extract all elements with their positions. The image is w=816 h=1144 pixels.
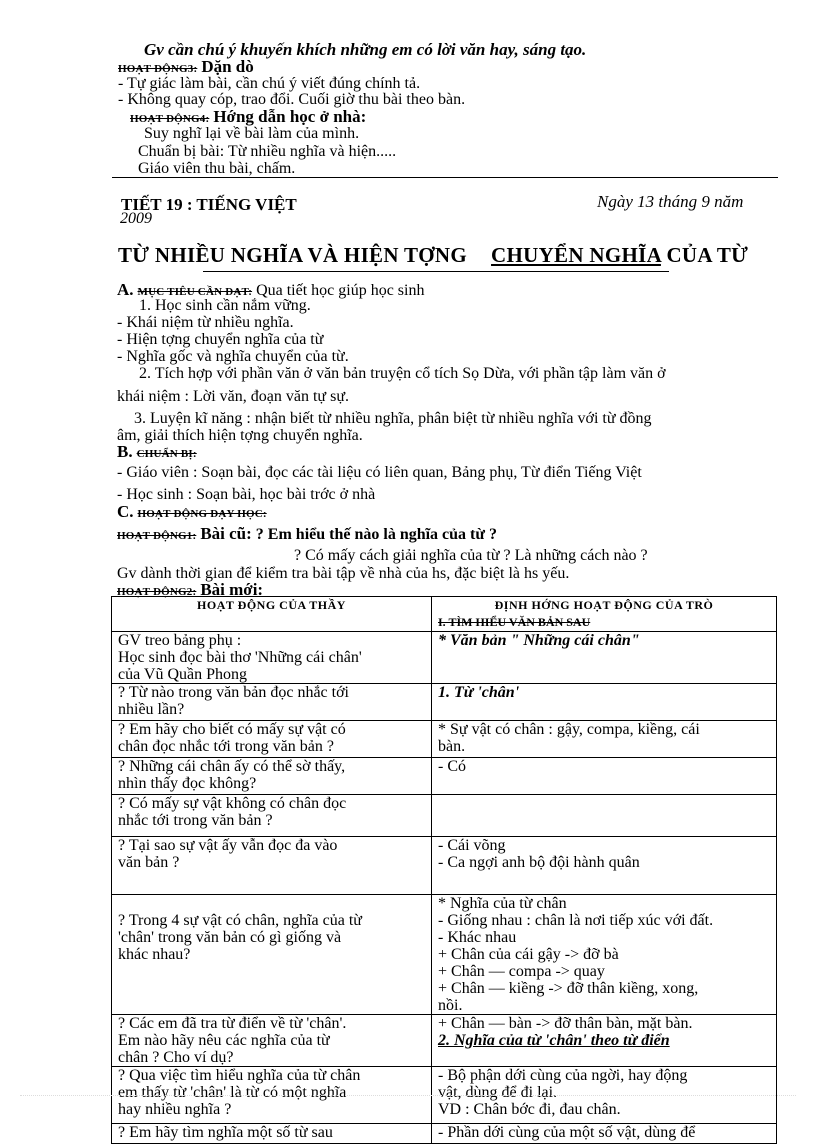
student-line: + Chân của cái gậy -> đỡ bà [438,946,619,963]
student-cell [432,1015,777,1067]
student-cell [432,795,777,837]
student-cell [432,837,777,895]
table-row [112,837,777,895]
student-line: - Có [438,758,466,775]
teacher-cell [112,1124,432,1144]
lesson-title [118,243,749,267]
student-cell [432,895,777,1015]
title-underline [203,271,669,272]
teacher-line: nhắc tới trong văn bản ? [118,812,273,829]
lesson-number: TIẾT 19 : TIẾNG VIỆT [121,195,297,214]
section-a-intro: Qua tiết học giúp học sinh [256,282,425,299]
student-line: * Nghĩa của từ chân [438,895,567,912]
activity3-label: HOẠT ĐỘNG3: [118,63,198,75]
student-line: * Văn bản " Những cái chân" [438,632,640,649]
student-line: 2. Nghĩa của từ 'chân' theo từ điển [438,1032,670,1049]
encouragement-note: Gv cần chú ý khuyến khích những em có lời văn hay, sáng tạo. [144,40,587,59]
teacher-line: Em nào hãy nêu các nghĩa của từ [118,1032,330,1049]
table-row [112,721,777,758]
table-row [112,1015,777,1067]
section-a-letter: A. [117,280,134,299]
teacher-line: ? Qua việc tìm hiểu nghĩa của từ chân [118,1067,361,1084]
activity1-note: Gv dành thời gian để kiểm tra bài tập về nhà của hs, đặc biệt là hs yếu. [117,565,570,582]
table-row [112,684,777,721]
student-cell [432,721,777,758]
teacher-cell [112,721,432,758]
teacher-cell [112,1015,432,1067]
student-line: - Bộ phận dới cùng của ngời, hay động [438,1067,688,1084]
student-line: + Chân — compa -> quay [438,963,605,980]
teacher-cell [112,758,432,795]
student-line: - Khác nhau [438,929,517,946]
page-bottom-rule [20,1095,796,1096]
section-a-label: MỤC TIÊU CẦN ĐẠT: [137,286,253,298]
section-c-heading [117,503,267,523]
section-b-letter: B. [117,442,133,461]
student-line [438,795,770,812]
teacher-line: 'chân' trong văn bản có gì giống và [118,929,342,946]
objective-item: - Hiện tợng chuyển nghĩa của từ [117,331,324,348]
student-line: VD : Chân bớc đi, đau chân. [438,1101,621,1118]
table-header-student [432,597,777,632]
objective-item: 1. Học sinh cần nắm vững. [139,297,311,314]
section-c-label: HOẠT ĐỘNG DẠY HỌC: [137,508,267,520]
teacher-line: GV treo bảng phụ : [118,632,242,649]
student-cell [432,1124,777,1144]
student-line: vật, dùng để đi lại. [438,1084,558,1101]
lesson-title-part: TỪ NHIỀU NGHĨA VÀ HIỆN TỢNG [118,243,468,267]
activity3-title: Dặn dò [201,57,254,76]
teacher-line: ? Từ nào trong văn bản đọc nhắc tới [118,684,349,701]
objective-item: 3. Luyện kĩ năng : nhận biết từ nhiều nghĩa, phân biệt từ nhiều nghĩa với từ đồng [134,410,652,427]
teacher-line: ? Những cái chân ấy có thể sờ thấy, [118,758,346,775]
table-row [112,795,777,837]
header-teacher-label: HOẠT ĐỘNG CỦA THẦY [197,598,346,612]
student-line: nồi. [438,997,463,1014]
section-c-letter: C. [117,502,134,521]
header-student-label: ĐỊNH HỚNG HOẠT ĐỘNG CỦA TRÒ [494,598,714,612]
section-b-label: CHUẨN BỊ: [136,448,197,460]
teacher-line: văn bản ? [118,854,180,871]
section-divider [112,177,778,178]
lesson-title-part: CHUYỂN NGHĨA [491,243,661,267]
student-cell [432,758,777,795]
table-header-teacher [112,597,432,632]
objective-item: 2. Tích hợp với phần văn ở văn bản truyện cổ tích Sọ Dừa, với phần tập làm văn ở [139,365,666,382]
activity1-question: ? Có mấy cách giải nghĩa của từ ? Là những cách nào ? [294,547,648,564]
student-line: 1. Từ 'chân' [438,684,520,701]
teacher-line: nhìn thấy đọc không? [118,775,257,792]
activity1-heading [117,525,497,545]
student-cell [432,632,777,684]
activity3-item: - Không quay cóp, trao đổi. Cuối giờ thu bài theo bàn. [118,91,466,108]
teacher-line: chân ? Cho ví dụ? [118,1049,234,1066]
activity3-item: - Tự giác làm bài, cần chú ý viết đúng chính tả. [118,75,421,92]
student-line: - Giống nhau : chân là nơi tiếp xúc với đất. [438,912,714,929]
objective-item: khái niệm : Lời văn, đoạn văn tự sự. [117,388,349,405]
teacher-line: em thấy từ 'chân' là từ có một nghĩa [118,1084,347,1101]
table-row [112,895,777,1015]
student-line: - Ca ngợi anh bộ đội hành quân [438,854,640,871]
preparation-item: - Học sinh : Soạn bài, học bài trớc ở nhà [117,486,376,503]
teacher-line: ? Các em đã tra từ điển về từ 'chân'. [118,1015,347,1032]
teacher-line: ? Tại sao sự vật ấy vẫn đọc đa vào [118,837,338,854]
teacher-line: ? Có mấy sự vật không có chân đọc [118,795,347,812]
teacher-line: hay nhiều nghĩa ? [118,1101,232,1118]
teacher-cell [112,837,432,895]
teacher-line: nhiều lần? [118,701,185,718]
activity4-item: Giáo viên thu bài, chấm. [138,160,296,177]
activity4-item: Chuẩn bị bài: Từ nhiều nghĩa và hiện..... [138,143,397,160]
teacher-cell [112,632,432,684]
student-line: - Cái võng [438,837,506,854]
student-line: - Phần dới cùng của một số vật, dùng để [438,1124,696,1141]
header-student-sub: I. TÌM HIỂU VĂN BẢN SAU [438,615,591,629]
student-cell [432,684,777,721]
lesson-date: Ngày 13 tháng 9 năm [597,192,744,211]
activity2-label: HOẠT ĐỘNG2: [117,586,197,598]
table-row [112,758,777,795]
table-row [112,632,777,684]
lesson-year: 2009 [120,210,152,227]
student-line: * Sự vật có chân : gậy, compa, kiềng, cái [438,721,700,738]
teacher-line: Học sinh đọc bài thơ 'Những cái chân' [118,649,362,666]
activity1-label: HOẠT ĐỘNG1: [117,530,197,542]
teacher-cell [112,895,432,1015]
preparation-item: - Giáo viên : Soạn bài, đọc các tài liệu có liên quan, Bảng phụ, Từ điển Tiếng Việt [117,464,642,481]
objective-item: - Khái niệm từ nhiều nghĩa. [117,314,294,331]
lesson-title-part: CỦA TỪ [666,243,749,267]
student-line: + Chân — kiềng -> đỡ thân kiềng, xong, [438,980,699,997]
activity4-label: HOẠT ĐỘNG4: [130,113,210,125]
teacher-cell [112,795,432,837]
activity1-title: Bài cũ: [200,524,252,543]
table-row [112,1124,777,1144]
teacher-line: ? Em hãy cho biết có mấy sự vật có [118,721,346,738]
teacher-line [118,895,425,912]
objective-item: - Nghĩa gốc và nghĩa chuyển của từ. [117,348,349,365]
teacher-line: khác nhau? [118,946,191,963]
teacher-line: chân đọc nhắc tới trong văn bản ? [118,738,334,755]
activity4-item: Suy nghĩ lại về bài làm của mình. [144,125,360,142]
student-line: bàn. [438,738,466,755]
activity1-question: ? Em hiểu thế nào là nghĩa của từ ? [255,526,497,543]
teacher-line: của Vũ Quần Phong [118,666,248,683]
activity2-title: Bài mới: [200,580,264,599]
section-b-heading [117,443,197,463]
teacher-cell [112,684,432,721]
table-header-row [112,597,777,632]
teacher-line: ? Em hãy tìm nghĩa một số từ sau [118,1124,333,1141]
teacher-line: ? Trong 4 sự vật có chân, nghĩa của từ [118,912,362,929]
student-line: + Chân — bàn -> đỡ thân bàn, mặt bàn. [438,1015,693,1032]
activity4-title: Hớng dẫn học ở nhà: [213,107,367,126]
objective-item: âm, giải thích hiện tợng chuyển nghĩa. [117,427,363,444]
activity-table [111,596,777,1144]
